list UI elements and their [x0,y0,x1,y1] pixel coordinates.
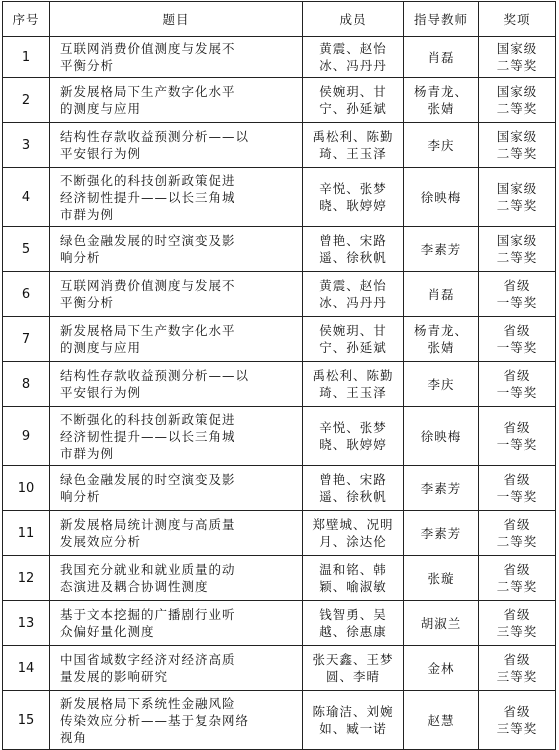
advisor-line: 张婧 [427,101,455,116]
award-line: 省级 [503,323,531,338]
topic-title-line: 不断强化的科技创新政策促进 [60,172,236,188]
topic-title-line: 经济韧性提升——以长三角城 [60,189,236,205]
award-line: 省级 [503,607,531,622]
team-members-line: 宁、孙延斌 [319,340,387,355]
advisor-line: 李素芳 [420,241,462,257]
topic-title [50,511,303,556]
advisor-line: 李素芳 [420,480,462,496]
topic-title [50,37,303,78]
team-members [303,511,404,556]
advisor-line: 徐映梅 [420,189,462,205]
topic-title [50,317,303,362]
award-line: 一等奖 [496,437,538,452]
topic-title-line: 新发展格局统计测度与高质量 [60,517,236,532]
topic-title-line: 中国省域数字经济对经济高质 [60,652,236,667]
award [479,78,556,123]
topic-title-line: 传染效应分析——基于复杂网络 [60,712,250,728]
topic-title-line: 结构性存款收益预测分析——以 [60,368,250,383]
table-row [3,466,556,511]
topic-title-line: 我国充分就业和就业质量的动 [60,562,236,577]
team-members-line: 温和铭、韩 [319,562,387,577]
award-line: 省级 [503,517,531,532]
team-members-line: 圆、李晴 [325,669,380,684]
award [479,407,556,466]
award-line: 国家级 [496,233,538,248]
award [479,511,556,556]
topic-title-line: 的测度与应用 [60,340,142,355]
topic-title-line: 绿色金融发展的时空演变及影 [60,233,236,248]
topic-title-line: 量发展的影响研究 [60,669,169,684]
award-line: 二等奖 [496,58,538,73]
advisor [404,272,479,317]
topic-title-line: 新发展格局下生产数字化水平 [60,323,236,338]
header-title: 题目 [50,2,303,37]
row-number: 4 [3,168,50,227]
advisor-line: 张婧 [427,340,455,355]
team-members-line: 辛悦、张梦 [319,181,387,196]
team-members-line: 越、徐惠康 [319,624,387,639]
advisor-line: 赵慧 [427,712,455,728]
team-members-line: 冰、冯丹丹 [319,58,387,73]
advisor-line: 徐映梅 [420,428,462,444]
row-number: 14 [3,646,50,691]
advisor-line: 张璇 [427,570,455,586]
topic-title [50,407,303,466]
topic-title-line: 平安银行为例 [60,146,142,161]
team-members-line: 颖、喻淑敏 [319,579,387,594]
advisor-line: 金林 [427,660,455,676]
row-number: 5 [3,227,50,272]
awards-table [2,1,556,750]
topic-title-line: 平衡分析 [60,295,115,310]
row-number: 2 [3,78,50,123]
award [479,317,556,362]
row-number: 10 [3,466,50,511]
table-row [3,646,556,691]
award-line: 省级 [503,420,531,435]
team-members-line: 如、臧一诺 [319,721,387,736]
award-line: 一等奖 [496,489,538,504]
team-members [303,272,404,317]
advisor [404,123,479,168]
topic-title-line: 响分析 [60,489,101,504]
award-line: 二等奖 [496,250,538,265]
advisor [404,407,479,466]
topic-title [50,227,303,272]
row-number: 12 [3,556,50,601]
award [479,601,556,646]
advisor-line: 肖磊 [427,49,455,65]
topic-title-line: 平安银行为例 [60,385,142,400]
advisor-line: 李庆 [427,376,455,392]
topic-title [50,78,303,123]
team-members-line: 郑壁城、况明 [312,517,394,532]
team-members [303,691,404,750]
award-line: 一等奖 [496,295,538,310]
topic-title-line: 新发展格局下生产数字化水平 [60,84,236,99]
team-members-line: 黄震、赵怡 [319,41,387,56]
topic-title [50,601,303,646]
team-members-line: 琦、王玉泽 [319,146,387,161]
row-number: 7 [3,317,50,362]
award [479,556,556,601]
topic-title-line: 市群为例 [60,445,115,461]
topic-title-line: 新发展格局下系统性金融风险 [60,695,236,711]
advisor [404,168,479,227]
team-members [303,556,404,601]
table-row [3,317,556,362]
award-line: 二等奖 [496,198,538,213]
team-members [303,168,404,227]
team-members-line: 黄震、赵怡 [319,278,387,293]
award-line: 二等奖 [496,101,538,116]
team-members [303,37,404,78]
team-members-line: 陈瑜洁、刘婉 [312,704,394,719]
table-row [3,511,556,556]
table-row [3,556,556,601]
advisor [404,317,479,362]
team-members-line: 晓、耿婷婷 [319,198,387,213]
advisor [404,646,479,691]
topic-title [50,691,303,750]
team-members-line: 辛悦、张梦 [319,420,387,435]
advisor [404,466,479,511]
table-row [3,227,556,272]
team-members-line: 禹松利、陈勤 [312,368,394,383]
header-members: 成员 [303,2,404,37]
award-line: 省级 [503,472,531,487]
award-line: 国家级 [496,181,538,196]
team-members [303,407,404,466]
topic-title-line: 众偏好量化测度 [60,624,155,639]
topic-title-line: 基于文本挖掘的广播剧行业听 [60,607,236,622]
award [479,362,556,407]
topic-title [50,168,303,227]
advisor-line: 胡淑兰 [420,615,462,631]
advisor-line: 李素芳 [420,525,462,541]
team-members-line: 遥、徐秋帆 [319,489,387,504]
advisor-line: 杨青龙、 [413,84,468,99]
header-no: 序号 [3,2,50,37]
advisor-line: 李庆 [427,137,455,153]
team-members-line: 遥、徐秋帆 [319,250,387,265]
advisor-line: 肖磊 [427,286,455,302]
row-number: 6 [3,272,50,317]
advisor [404,556,479,601]
award-line: 三等奖 [496,669,538,684]
team-members-line: 曾艳、宋路 [319,472,387,487]
team-members-line: 宁、孙延斌 [319,101,387,116]
team-members-line: 张天鑫、王梦 [312,652,394,667]
row-number: 9 [3,407,50,466]
team-members [303,78,404,123]
topic-title-line: 响分析 [60,250,101,265]
topic-title-line: 不断强化的科技创新政策促进 [60,411,236,427]
team-members-line: 曾艳、宋路 [319,233,387,248]
topic-title [50,466,303,511]
team-members [303,123,404,168]
team-members-line: 晓、耿婷婷 [319,437,387,452]
topic-title-line: 发展效应分析 [60,534,142,549]
topic-title-line: 互联网消费价值测度与发展不 [60,278,236,293]
topic-title [50,362,303,407]
advisor [404,227,479,272]
topic-title [50,646,303,691]
advisor-line: 杨青龙、 [413,323,468,338]
advisor [404,511,479,556]
table-row [3,168,556,227]
award-line: 二等奖 [496,534,538,549]
award-line: 省级 [503,704,531,719]
award-line: 省级 [503,652,531,667]
team-members [303,646,404,691]
table-row [3,407,556,466]
topic-title-line: 结构性存款收益预测分析——以 [60,129,250,144]
award [479,691,556,750]
header-advisor: 指导教师 [404,2,479,37]
award [479,168,556,227]
award-line: 一等奖 [496,340,538,355]
topic-title-line: 互联网消费价值测度与发展不 [60,41,236,56]
topic-title [50,556,303,601]
topic-title-line: 平衡分析 [60,58,115,73]
row-number: 15 [3,691,50,750]
topic-title-line: 态演进及耦合协调性测度 [60,579,209,594]
award-line: 二等奖 [496,146,538,161]
team-members-line: 琦、王玉泽 [319,385,387,400]
team-members-line: 月、涂达伦 [319,534,387,549]
topic-title-line: 市群为例 [60,206,115,222]
team-members [303,601,404,646]
row-number: 1 [3,37,50,78]
topic-title [50,272,303,317]
advisor [404,362,479,407]
table-body [3,37,556,750]
award [479,272,556,317]
award [479,123,556,168]
row-number: 3 [3,123,50,168]
table-row [3,601,556,646]
table-row [3,272,556,317]
header-award: 奖项 [479,2,556,37]
team-members [303,466,404,511]
award-line: 国家级 [496,129,538,144]
topic-title-line: 视角 [60,729,88,745]
award [479,37,556,78]
row-number: 11 [3,511,50,556]
award-line: 一等奖 [496,385,538,400]
topic-title [50,123,303,168]
team-members [303,317,404,362]
award-line: 省级 [503,278,531,293]
team-members [303,362,404,407]
award-line: 国家级 [496,84,538,99]
advisor [404,601,479,646]
advisor [404,691,479,750]
table-row [3,362,556,407]
award [479,646,556,691]
award-line: 三等奖 [496,721,538,736]
advisor [404,37,479,78]
table-row [3,123,556,168]
team-members-line: 侯婉玥、甘 [319,323,387,338]
topic-title-line: 经济韧性提升——以长三角城 [60,428,236,444]
team-members-line: 钱智勇、吴 [319,607,387,622]
award-line: 省级 [503,368,531,383]
team-members-line: 冰、冯丹丹 [319,295,387,310]
award [479,466,556,511]
table-row [3,691,556,750]
award-line: 二等奖 [496,579,538,594]
row-number: 8 [3,362,50,407]
award-line: 省级 [503,562,531,577]
team-members-line: 侯婉玥、甘 [319,84,387,99]
header-row [3,2,556,37]
table-row [3,37,556,78]
award-line: 国家级 [496,41,538,56]
team-members-line: 禹松利、陈勤 [312,129,394,144]
award [479,227,556,272]
topic-title-line: 绿色金融发展的时空演变及影 [60,472,236,487]
table-row [3,78,556,123]
advisor [404,78,479,123]
award-line: 三等奖 [496,624,538,639]
row-number: 13 [3,601,50,646]
team-members [303,227,404,272]
topic-title-line: 的测度与应用 [60,101,142,116]
